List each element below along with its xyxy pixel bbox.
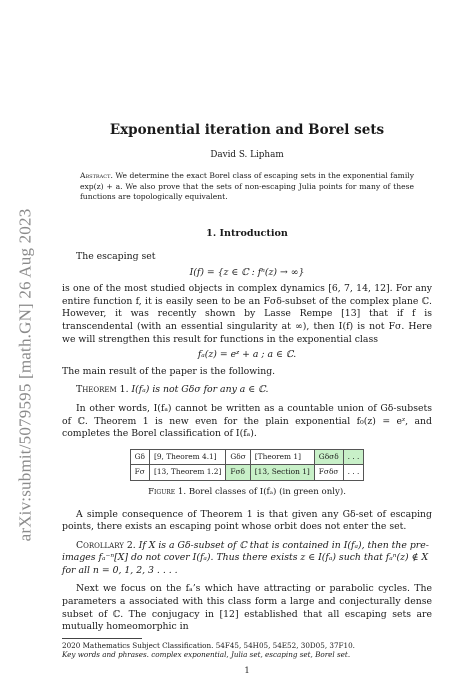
table-cell: [Theorem 1] [250, 449, 314, 465]
arxiv-sidebar-stamp [5, 120, 45, 630]
intro-paragraph-2: is one of the most studied objects in complex dynamics [6, 7, 14, 12]. For any entire function f, it is easily seen to be an Fσδ-subset of the complex plane ℂ. However, it was recently shown by Lasse Rempe [13] that if f is transcendental (with an essential singularity at ∞), then I(f) is not Fσ. Here we will strengthen this result for functions in the exponential class [62, 283, 432, 345]
corollary-2 [62, 540, 432, 578]
author-name: David S. Lipham [210, 149, 284, 160]
table-cell: Gδ [130, 449, 149, 465]
footnote-keywords: Key words and phrases. complex exponential, Julia set, escaping set, Borel set. [62, 650, 351, 660]
figure-caption-text: Borel classes of I(fₐ) (in green only). [188, 486, 346, 497]
theorem-1 [62, 384, 432, 397]
footnote-divider [62, 638, 142, 639]
table-cell-highlighted: . . . [343, 449, 364, 465]
arxiv-id-text: arXiv:submit/5079595 [math.GN] 26 Aug 2023 [15, 208, 35, 542]
table-cell: . . . [343, 465, 364, 481]
table-cell: [9, Theorem 4.1] [149, 449, 225, 465]
table-row [130, 465, 364, 481]
corollary-label: Corollary 2. [76, 539, 136, 551]
paper-title: Exponential iteration and Borel sets [109, 122, 385, 138]
figure-label: Figure 1. [148, 486, 187, 497]
table-cell: Gδσ [226, 449, 250, 465]
borel-class-table [130, 449, 365, 481]
table-cell-highlighted: Gδσδ [314, 449, 343, 465]
section-heading-introduction: 1. Introduction [206, 228, 288, 240]
equation-escaping-set: I(f) = {z ∈ ℂ : fⁿ(z) → ∞} [189, 266, 305, 278]
abstract-text: We determine the exact Borel class of escaping sets in the exponential family exp(z) + a. We also prove that the sets of non-escaping Julia points for many of these functions are topologically equivalent. [80, 171, 414, 201]
table-cell: Fσ [130, 465, 149, 481]
table-cell: [13, Theorem 1.2] [149, 465, 225, 481]
table-row [130, 449, 364, 465]
theorem-label: Theorem 1. [76, 384, 129, 396]
abstract-label: Abstract. [80, 171, 113, 181]
page-number: 1 [244, 664, 250, 675]
table-cell-highlighted: [13, Section 1] [250, 465, 314, 481]
body-paragraph-6: Next we focus on the fₐ’s which have attracting or parabolic cycles. The parameters a associated with this class form a large and conjecturally dense subset of ℂ. The conjugacy in [12] established that all escaping sets are mutually homeomorphic in [62, 583, 432, 633]
table-cell-highlighted: Fσδ [226, 465, 250, 481]
equation-exponential-family: fₐ(z) = eᶻ + a ; a ∈ ℂ. [197, 349, 297, 361]
abstract [80, 171, 414, 202]
intro-paragraph-4: In other words, I(fₐ) cannot be written as a countable union of Gδ-subsets of ℂ. Theorem 1 is new even for the plain exponential f₀(z) = eᶻ, and completes the Borel classification of I(fₐ). [62, 402, 432, 440]
footnote-msc: 2020 Mathematics Subject Classification. 54F45, 54H05, 54E52, 30D05, 37F10. [62, 640, 355, 650]
theorem-text: I(fₐ) is not Gδσ for any a ∈ ℂ. [131, 384, 269, 396]
page-content [62, 110, 432, 676]
table-cell: Fσδσ [314, 465, 343, 481]
body-paragraph-5: A simple consequence of Theorem 1 is that given any Gδ-set of escaping points, there exists an escaping point whose orbit does not enter the set. [62, 508, 432, 533]
intro-paragraph-1: The escaping set [76, 251, 156, 262]
figure-caption [62, 486, 432, 499]
intro-paragraph-3: The main result of the paper is the following. [62, 365, 276, 377]
corollary-text: If X is a Gδ-subset of ℂ that is contained in I(fₐ), then the pre-images fₐ⁻ⁿ[X] do not cover I(fₐ). Thus there exists z ∈ I(fₐ) such that fₐⁿ(z) ∉ X for all n = 0, 1, 2, 3 . . . . [62, 539, 429, 576]
